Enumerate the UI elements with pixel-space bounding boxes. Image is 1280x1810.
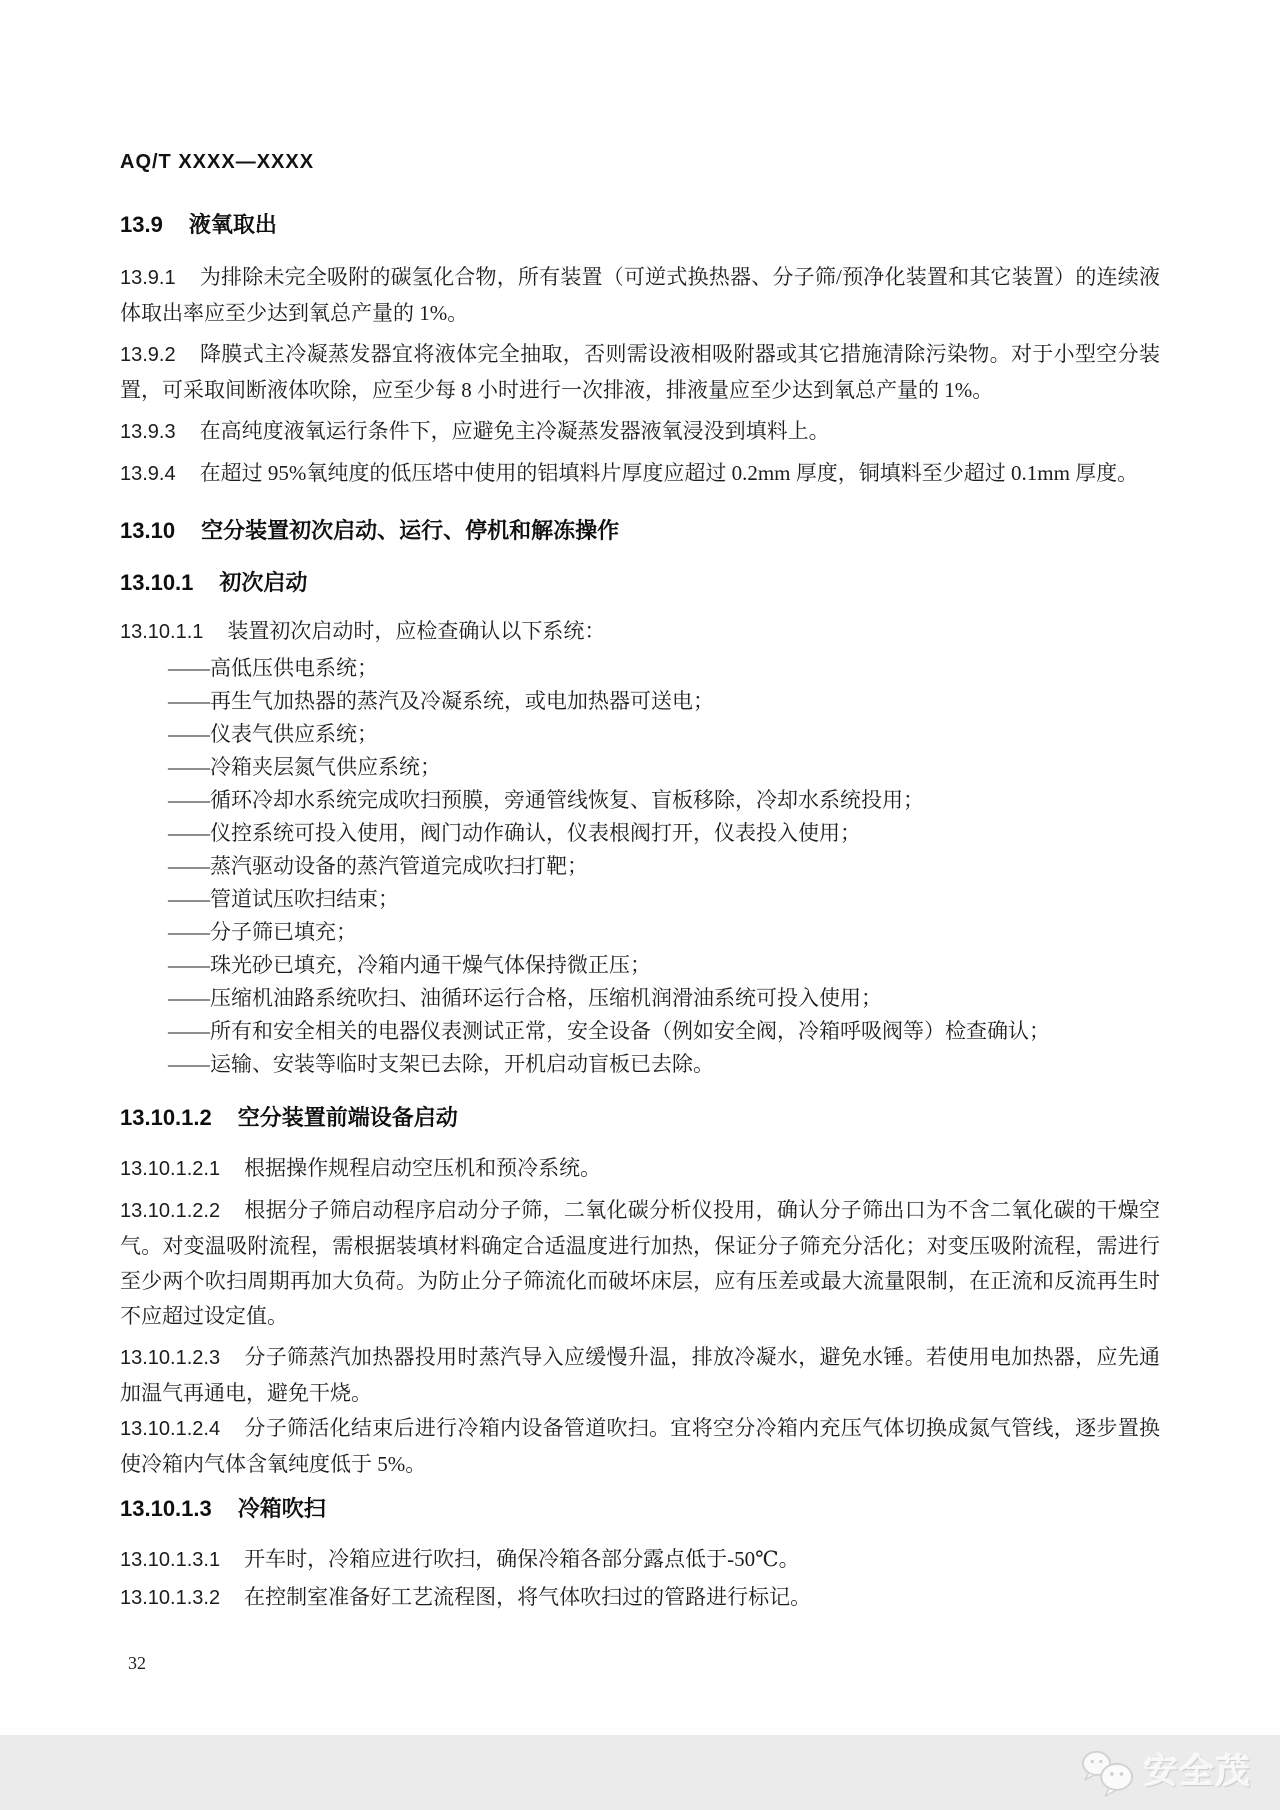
checklist-item: ——蒸汽驱动设备的蒸汽管道完成吹扫打靶； bbox=[168, 854, 588, 878]
clause-text: 在高纯度液氧运行条件下，应避免主冷凝蒸发器液氧浸没到填料上。 bbox=[199, 419, 830, 443]
clause-number: 13.9.1 bbox=[120, 267, 176, 289]
section-heading-13-10-1 bbox=[120, 570, 1160, 596]
paragraph-13-9-4 bbox=[120, 456, 1160, 492]
paragraph-13-9-1 bbox=[120, 260, 1160, 331]
paragraph-13-10-1-2-1 bbox=[120, 1151, 1160, 1187]
section-number: 13.10.1 bbox=[120, 570, 194, 595]
watermark bbox=[1080, 1748, 1252, 1798]
clause-number: 13.10.1.2.4 bbox=[120, 1418, 221, 1440]
paragraph-13-10-1-3-1 bbox=[120, 1542, 1160, 1578]
section-heading-13-10-1-3 bbox=[120, 1496, 1160, 1522]
clause-number: 13.9.3 bbox=[120, 421, 176, 443]
clause-number: 13.10.1.1 bbox=[120, 621, 204, 643]
clause-text: 分子筛活化结束后进行冷箱内设备管道吹扫。宜将空分冷箱内充压气体切换成氮气管线，逐步置换使冷箱内气体含氧纯度低于 5%。 bbox=[120, 1416, 1160, 1476]
section-title: 液氧取出 bbox=[188, 212, 277, 237]
paragraph-13-9-3 bbox=[120, 414, 1160, 450]
clause-text: 降膜式主冷凝蒸发器宜将液体完全抽取，否则需设液相吸附器或其它措施清除污染物。对于小型空分装置，可采取间断液体吹除，应至少每 8 小时进行一次排液，排液量应至少达到氧总产量的 1%。 bbox=[120, 342, 1160, 402]
section-title: 空分装置初次启动、运行、停机和解冻操作 bbox=[201, 518, 620, 543]
section-number: 13.10.1.2 bbox=[120, 1105, 212, 1130]
checklist-item: ——压缩机油路系统吹扫、油循环运行合格，压缩机润滑油系统可投入使用； bbox=[168, 986, 882, 1010]
checklist-item: ——仪表气供应系统； bbox=[168, 722, 378, 746]
clause-number: 13.10.1.2.2 bbox=[120, 1200, 221, 1222]
section-number: 13.9 bbox=[120, 212, 163, 237]
clause-text: 在超过 95%氧纯度的低压塔中使用的铝填料片厚度应超过 0.2mm 厚度，铜填料至少超过 0.1mm 厚度。 bbox=[199, 461, 1139, 485]
clause-number: 13.10.1.2.1 bbox=[120, 1158, 221, 1180]
section-title: 冷箱吹扫 bbox=[237, 1496, 326, 1521]
checklist-item: ——管道试压吹扫结束； bbox=[168, 887, 399, 911]
clause-number: 13.9.4 bbox=[120, 463, 176, 485]
checklist-item: ——循环冷却水系统完成吹扫预膜，旁通管线恢复、盲板移除，冷却水系统投用； bbox=[168, 788, 924, 812]
section-heading-13-10 bbox=[120, 518, 1160, 544]
clause-number: 13.10.1.2.3 bbox=[120, 1347, 221, 1369]
section-heading-13-9 bbox=[120, 212, 1160, 238]
clause-number: 13.10.1.3.1 bbox=[120, 1549, 221, 1571]
paragraph-13-10-1-2-2 bbox=[120, 1193, 1160, 1334]
clause-text: 分子筛蒸汽加热器投用时蒸汽导入应缓慢升温，排放冷凝水，避免水锤。若使用电加热器，应先通加温气再通电，避免干烧。 bbox=[120, 1345, 1160, 1405]
section-heading-13-10-1-2 bbox=[120, 1105, 1160, 1131]
checklist-item: ——仪控系统可投入使用，阀门动作确认，仪表根阀打开，仪表投入使用； bbox=[168, 821, 861, 845]
paragraph-13-9-2 bbox=[120, 337, 1160, 408]
clause-text: 为排除未完全吸附的碳氢化合物，所有装置（可逆式换热器、分子筛/预净化装置和其它装置）的连续液体取出率应至少达到氧总产量的 1%。 bbox=[120, 265, 1160, 325]
checklist-item: ——运输、安装等临时支架已去除，开机启动盲板已去除。 bbox=[168, 1052, 714, 1076]
clause-number: 13.10.1.3.2 bbox=[120, 1587, 221, 1609]
paragraph-13-10-1-3-2 bbox=[120, 1580, 1160, 1616]
checklist-item: ——所有和安全相关的电器仪表测试正常，安全设备（例如安全阀，冷箱呼吸阀等）检查确认； bbox=[168, 1019, 1050, 1043]
document-header: AQ/T XXXX—XXXX bbox=[120, 151, 315, 173]
section-title: 空分装置前端设备启动 bbox=[237, 1105, 458, 1130]
checklist-item: ——珠光砂已填充，冷箱内通干燥气体保持微正压； bbox=[168, 953, 651, 977]
clause-number: 13.9.2 bbox=[120, 344, 176, 366]
clause-text: 装置初次启动时，应检查确认以下系统： bbox=[227, 619, 606, 643]
watermark-text: 安全茂 bbox=[1144, 1753, 1252, 1791]
page-number: 32 bbox=[128, 1653, 146, 1673]
checklist-item: ——高低压供电系统； bbox=[168, 656, 378, 680]
checklist-item: ——再生气加热器的蒸汽及冷凝系统，或电加热器可送电； bbox=[168, 689, 714, 713]
paragraph-13-10-1-2-3 bbox=[120, 1340, 1160, 1411]
clause-text: 开车时，冷箱应进行吹扫，确保冷箱各部分露点低于-50℃。 bbox=[244, 1547, 800, 1571]
clause-text: 在控制室准备好工艺流程图，将气体吹扫过的管路进行标记。 bbox=[244, 1585, 812, 1609]
section-number: 13.10.1.3 bbox=[120, 1496, 212, 1521]
footer-watermark-band bbox=[0, 1735, 1280, 1810]
section-title: 初次启动 bbox=[219, 570, 308, 595]
checklist-item: ——冷箱夹层氮气供应系统； bbox=[168, 755, 441, 779]
startup-checklist bbox=[120, 652, 1160, 1081]
wechat-icon bbox=[1080, 1748, 1138, 1798]
paragraph-13-10-1-2-4 bbox=[120, 1411, 1160, 1482]
clause-text: 根据分子筛启动程序启动分子筛，二氧化碳分析仪投用，确认分子筛出口为不含二氧化碳的干燥空气。对变温吸附流程，需根据装填材料确定合适温度进行加热，保证分子筛充分活化；对变压吸附流程，需进行至少两个吹扫周期再加大负荷。为防止分子筛流化而破坏床层，应有压差或最大流量限制，在正流和反流再生时不应超过设定值。 bbox=[120, 1198, 1160, 1328]
section-number: 13.10 bbox=[120, 518, 176, 543]
paragraph-13-10-1-1 bbox=[120, 614, 1160, 650]
checklist-item: ——分子筛已填充； bbox=[168, 920, 357, 944]
clause-text: 根据操作规程启动空压机和预冷系统。 bbox=[244, 1156, 602, 1180]
